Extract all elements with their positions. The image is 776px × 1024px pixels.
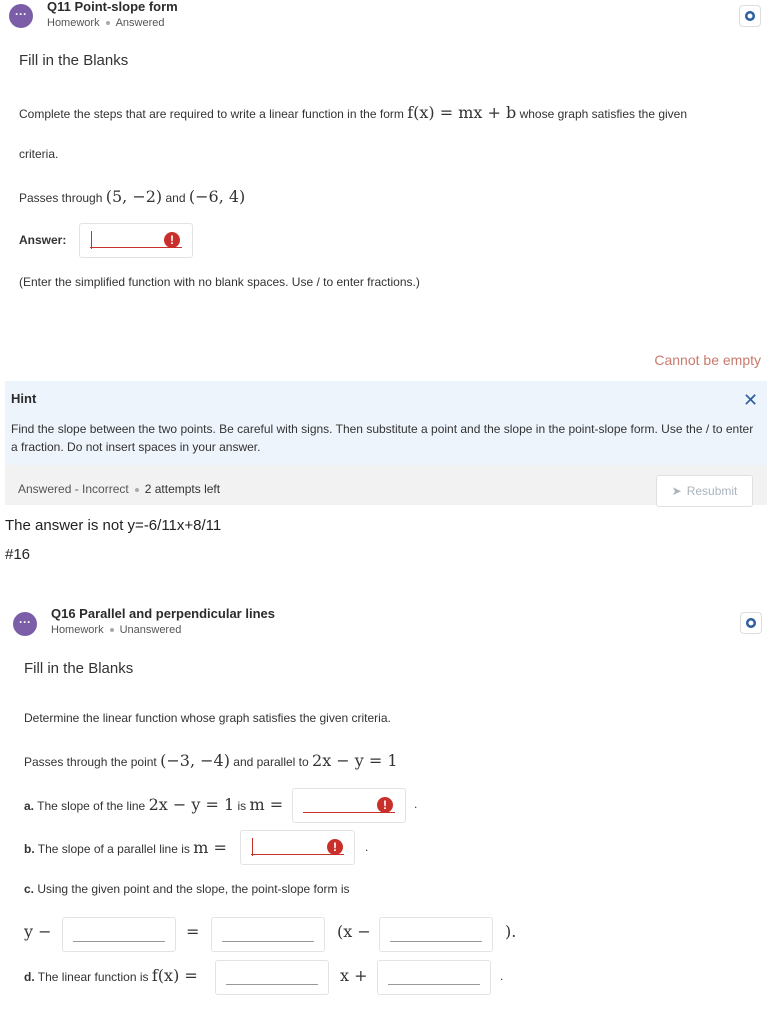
hint-panel xyxy=(5,381,767,465)
error-icon: ! xyxy=(377,797,393,813)
answer-input[interactable] xyxy=(79,223,193,258)
comment-number: #16 xyxy=(5,546,31,563)
attempts-left: 2 attempts left xyxy=(144,482,221,496)
question-chat-icon[interactable]: ··· xyxy=(9,4,33,28)
error-icon: ! xyxy=(164,232,180,248)
close-paren: ). xyxy=(505,922,517,941)
settings-icon[interactable] xyxy=(740,612,762,634)
part-a-text: a. The slope of the line 2x − y = 1 is m = xyxy=(24,795,284,814)
question-title: Q16 Parallel and perpendicular lines xyxy=(51,606,275,621)
slope-input[interactable] xyxy=(292,788,406,823)
comment-line: The answer is not y=-6/11x+8/11 xyxy=(5,517,222,534)
settings-icon[interactable] xyxy=(739,5,761,27)
part-c-text: c. Using the given point and the slope, the point-slope form is xyxy=(24,882,350,896)
send-icon: ➤ xyxy=(671,484,682,498)
resubmit-button[interactable]: ➤ Resubmit xyxy=(656,475,753,507)
intercept-b-input[interactable] xyxy=(377,960,491,995)
question-chat-icon[interactable]: ··· xyxy=(13,612,37,636)
question-status: Unanswered xyxy=(119,624,182,636)
question-title: Q11 Point-slope form xyxy=(47,0,178,14)
point-x-input[interactable] xyxy=(379,917,493,952)
question-status: Answered xyxy=(115,17,165,29)
prompt-text: Complete the steps that are required to write a linear function in the form f(x) = mx + b whose graph satisfies the given xyxy=(19,103,688,122)
period: . xyxy=(365,840,369,854)
answer-label: Answer: xyxy=(19,233,67,247)
x-minus: (x − xyxy=(337,922,371,941)
section-heading: Fill in the Blanks xyxy=(24,660,134,677)
question-type: Homework xyxy=(51,624,104,636)
equals-sign: = xyxy=(186,922,200,941)
period: . xyxy=(500,969,504,983)
input-instructions: (Enter the simplified function with no blank spaces. Use / to enter fractions.) xyxy=(19,275,420,289)
point-y-input[interactable] xyxy=(62,917,176,952)
answer-status: Answered - Incorrect 2 attempts left xyxy=(18,482,221,496)
question-type: Homework xyxy=(47,17,100,29)
prompt-text-line2: criteria. xyxy=(19,147,59,161)
prompt-text: Determine the linear function whose graph satisfies the given criteria. xyxy=(24,711,391,725)
question-meta xyxy=(51,624,181,636)
part-d-text: d. The linear function is f(x) = xyxy=(24,966,198,985)
period: . xyxy=(414,797,418,811)
question-meta xyxy=(47,17,165,29)
close-icon[interactable]: ✕ xyxy=(743,390,759,410)
error-message: Cannot be empty xyxy=(654,352,761,368)
criteria-text: Passes through (5, −2) and (−6, 4) xyxy=(19,187,246,206)
hint-title: Hint xyxy=(11,391,37,406)
attempt-status-bar xyxy=(5,465,767,505)
function-form: f(x) = mx + b xyxy=(407,103,517,122)
y-minus: y − xyxy=(24,922,52,941)
criteria-text: Passes through the point (−3, −4) and parallel to 2x − y = 1 xyxy=(24,751,398,770)
x-plus: x + xyxy=(340,966,368,985)
section-heading: Fill in the Blanks xyxy=(19,52,129,69)
part-b-text: b. The slope of a parallel line is m = xyxy=(24,838,227,857)
slope-m-input[interactable] xyxy=(215,960,329,995)
parallel-slope-input[interactable] xyxy=(240,830,355,865)
slope-factor-input[interactable] xyxy=(211,917,325,952)
hint-text: Find the slope between the two points. Be careful with signs. Then substitute a point and the slope in the point-slope form. Use the / to enter a fraction. Do not insert spaces in your answer. xyxy=(11,422,754,454)
error-icon: ! xyxy=(327,839,343,855)
